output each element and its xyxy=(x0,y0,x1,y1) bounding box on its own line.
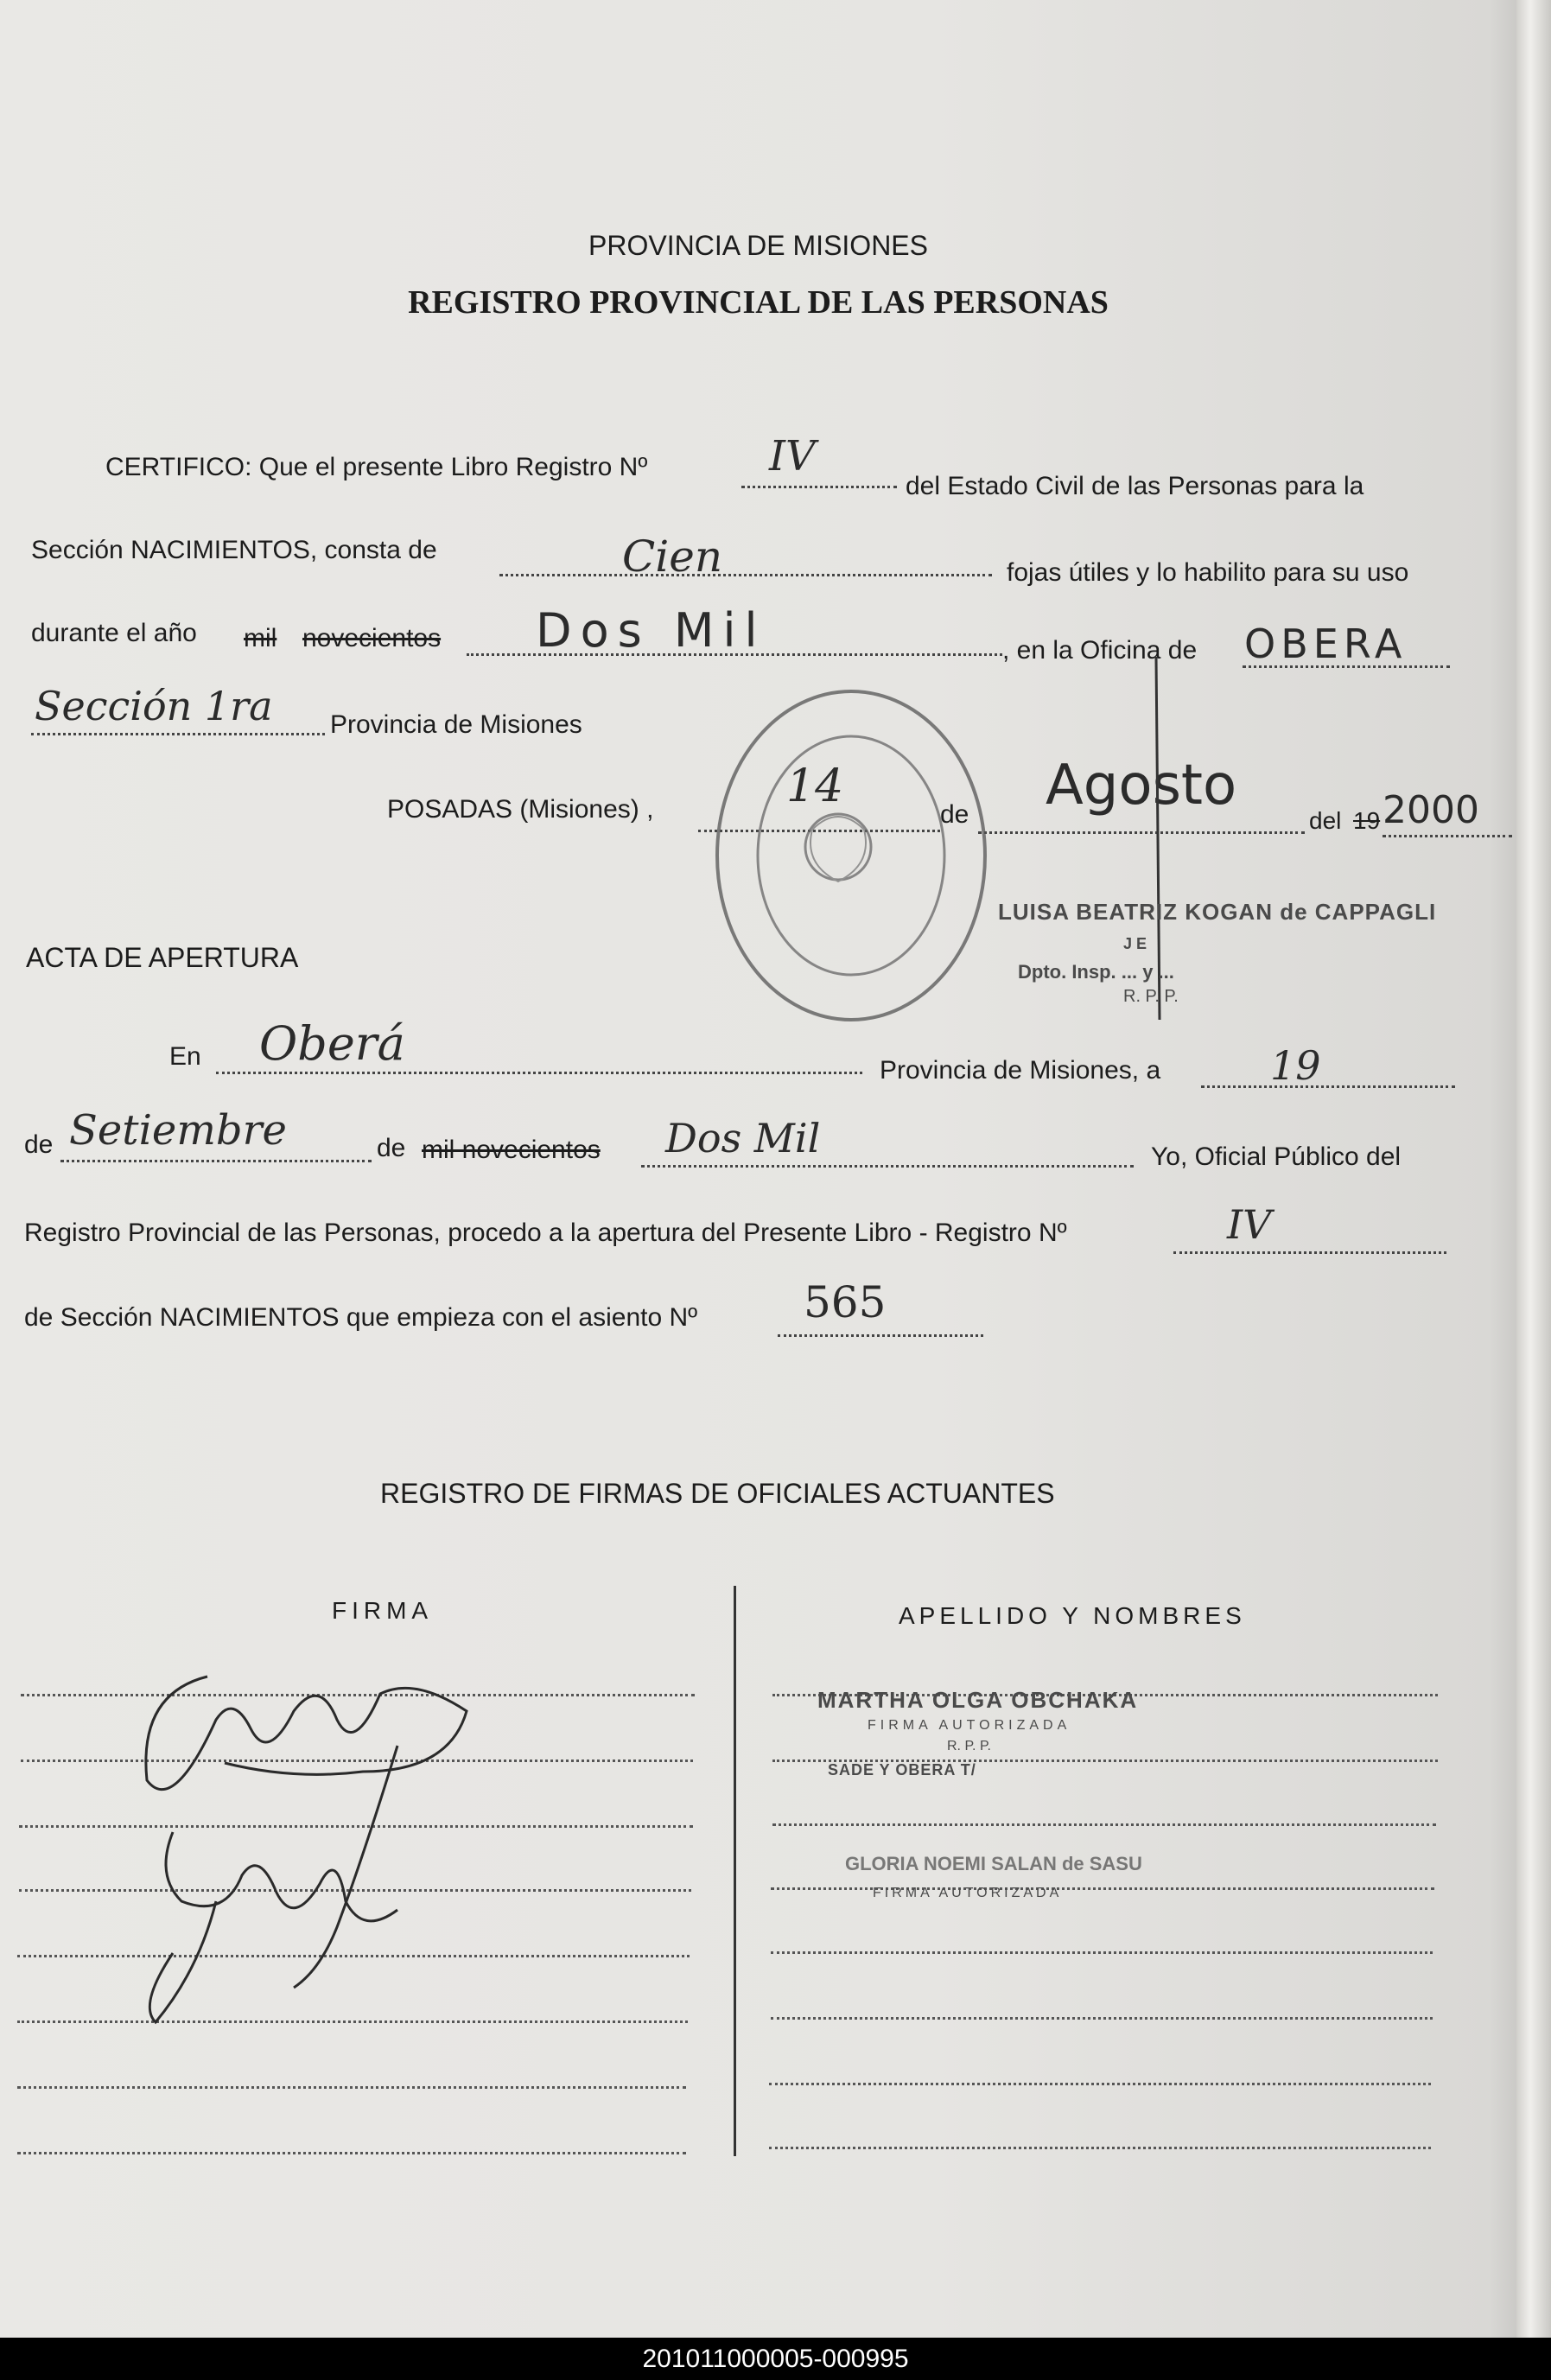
apertura-l1-b: Provincia de Misiones, a xyxy=(880,1056,1161,1085)
column-divider xyxy=(734,1586,736,2156)
apertura-l1-a: En xyxy=(169,1042,201,1071)
col-firma-header: FIRMA xyxy=(332,1597,434,1624)
hw-apertura-mes: Setiembre xyxy=(69,1106,287,1155)
cert-de: de xyxy=(940,800,969,829)
apertura-l2-c: Yo, Oficial Público del xyxy=(1151,1142,1402,1171)
stamp1-line3: R. P. P. xyxy=(947,1739,991,1753)
stamp-official-line2: J E xyxy=(1123,935,1147,952)
stamp-official-line3: Dpto. Insp. ... y ... xyxy=(1018,961,1174,983)
cert-line3-b: , en la Oficina de xyxy=(1002,636,1198,665)
apertura-title: ACTA DE APERTURA xyxy=(26,942,299,973)
cert-line1-a: CERTIFICO: Que el presente Libro Registro Nº xyxy=(105,453,648,481)
hw-apertura-dia: 19 xyxy=(1270,1042,1321,1089)
registry-title: REGISTRO PROVINCIAL DE LAS PERSONAS xyxy=(408,284,1109,321)
cert-line2-a: Sección NACIMIENTOS, consta de xyxy=(31,536,437,564)
stamp-official-name: LUISA BEATRIZ KOGAN de CAPPAGLI xyxy=(998,899,1437,925)
hw-registro-number: IV xyxy=(769,432,816,480)
row-line-left xyxy=(17,2086,686,2089)
dotted-line xyxy=(60,1160,372,1162)
col-nombres-header: APELLIDO Y NOMBRES xyxy=(899,1602,1246,1629)
dotted-line xyxy=(1383,835,1512,837)
hw-mes: Agosto xyxy=(1046,754,1237,818)
row-line-right xyxy=(769,2083,1431,2085)
stamp1-line4: SADE Y OBERA T/ xyxy=(828,1761,976,1779)
hw-asiento: 565 xyxy=(804,1277,887,1327)
apertura-struck: mil novecientos xyxy=(422,1136,601,1164)
cert-line1-b: del Estado Civil de las Personas para la xyxy=(906,472,1364,500)
dotted-line xyxy=(31,733,325,735)
hw-fojas: Cien xyxy=(622,531,723,582)
dotted-line xyxy=(778,1334,983,1337)
dotted-line xyxy=(216,1072,862,1074)
stamp2-line2: FIRMA AUTORIZADA xyxy=(873,1886,1063,1900)
hw-apertura-registro: IV xyxy=(1227,1201,1272,1248)
apertura-l2-b: de xyxy=(377,1134,406,1162)
dotted-line xyxy=(741,486,897,488)
hw-dia: 14 xyxy=(786,760,844,812)
dotted-line xyxy=(1201,1085,1455,1088)
row-line-right xyxy=(771,2017,1433,2020)
cert-struck-mil: mil xyxy=(244,624,277,652)
hw-apertura-anio: Dos Mil xyxy=(665,1115,821,1161)
hw-seccion: Sección 1ra xyxy=(35,683,273,729)
cert-struck-novecientos: novecientos xyxy=(302,624,442,652)
signature-1 xyxy=(121,1642,484,2040)
page-edge xyxy=(1516,0,1551,2338)
cert-struck-19: 19 xyxy=(1353,807,1381,834)
official-seal xyxy=(709,683,994,1028)
row-line-right xyxy=(769,2147,1431,2149)
hw-year: 2000 xyxy=(1383,788,1479,832)
document-id-footer: 201011000005-000995 xyxy=(0,2338,1551,2380)
dotted-line xyxy=(1173,1251,1446,1254)
hw-anio: Dos Mil xyxy=(536,603,766,658)
row-line-left xyxy=(17,2152,686,2154)
apertura-l4: de Sección NACIMIENTOS que empieza con el asiento Nº xyxy=(24,1303,698,1332)
row-line-right xyxy=(771,1887,1434,1890)
dotted-line xyxy=(641,1165,1134,1168)
stamp-official-line4: R. P. P. xyxy=(1123,987,1179,1006)
hw-oficina: OBERA xyxy=(1244,620,1408,667)
apertura-l3: Registro Provincial de las Personas, procedo a la apertura del Presente Libro - Registro Nº xyxy=(24,1219,1067,1247)
cert-line3-a: durante el año xyxy=(31,619,197,647)
stamp1-name: MARTHA OLGA OBCHAKA xyxy=(817,1687,1139,1713)
row-line-right xyxy=(771,1951,1433,1954)
cert-line2-b: fojas útiles y lo habilito para su uso xyxy=(1007,558,1409,587)
cert-del: del xyxy=(1309,807,1342,834)
row-line-right xyxy=(772,1823,1436,1826)
firmas-title: REGISTRO DE FIRMAS DE OFICIALES ACTUANTES xyxy=(380,1478,1055,1509)
cert-line4-b: Provincia de Misiones xyxy=(330,710,582,739)
stamp2-name: GLORIA NOEMI SALAN de SASU xyxy=(845,1853,1142,1874)
cert-line5-a: POSADAS (Misiones) , xyxy=(387,795,654,824)
hw-lugar: Oberá xyxy=(259,1016,405,1071)
dotted-line xyxy=(499,574,992,576)
apertura-l2-a: de xyxy=(24,1130,54,1159)
stamp1-line2: FIRMA AUTORIZADA xyxy=(868,1718,1071,1733)
province-title: PROVINCIA DE MISIONES xyxy=(588,230,928,261)
